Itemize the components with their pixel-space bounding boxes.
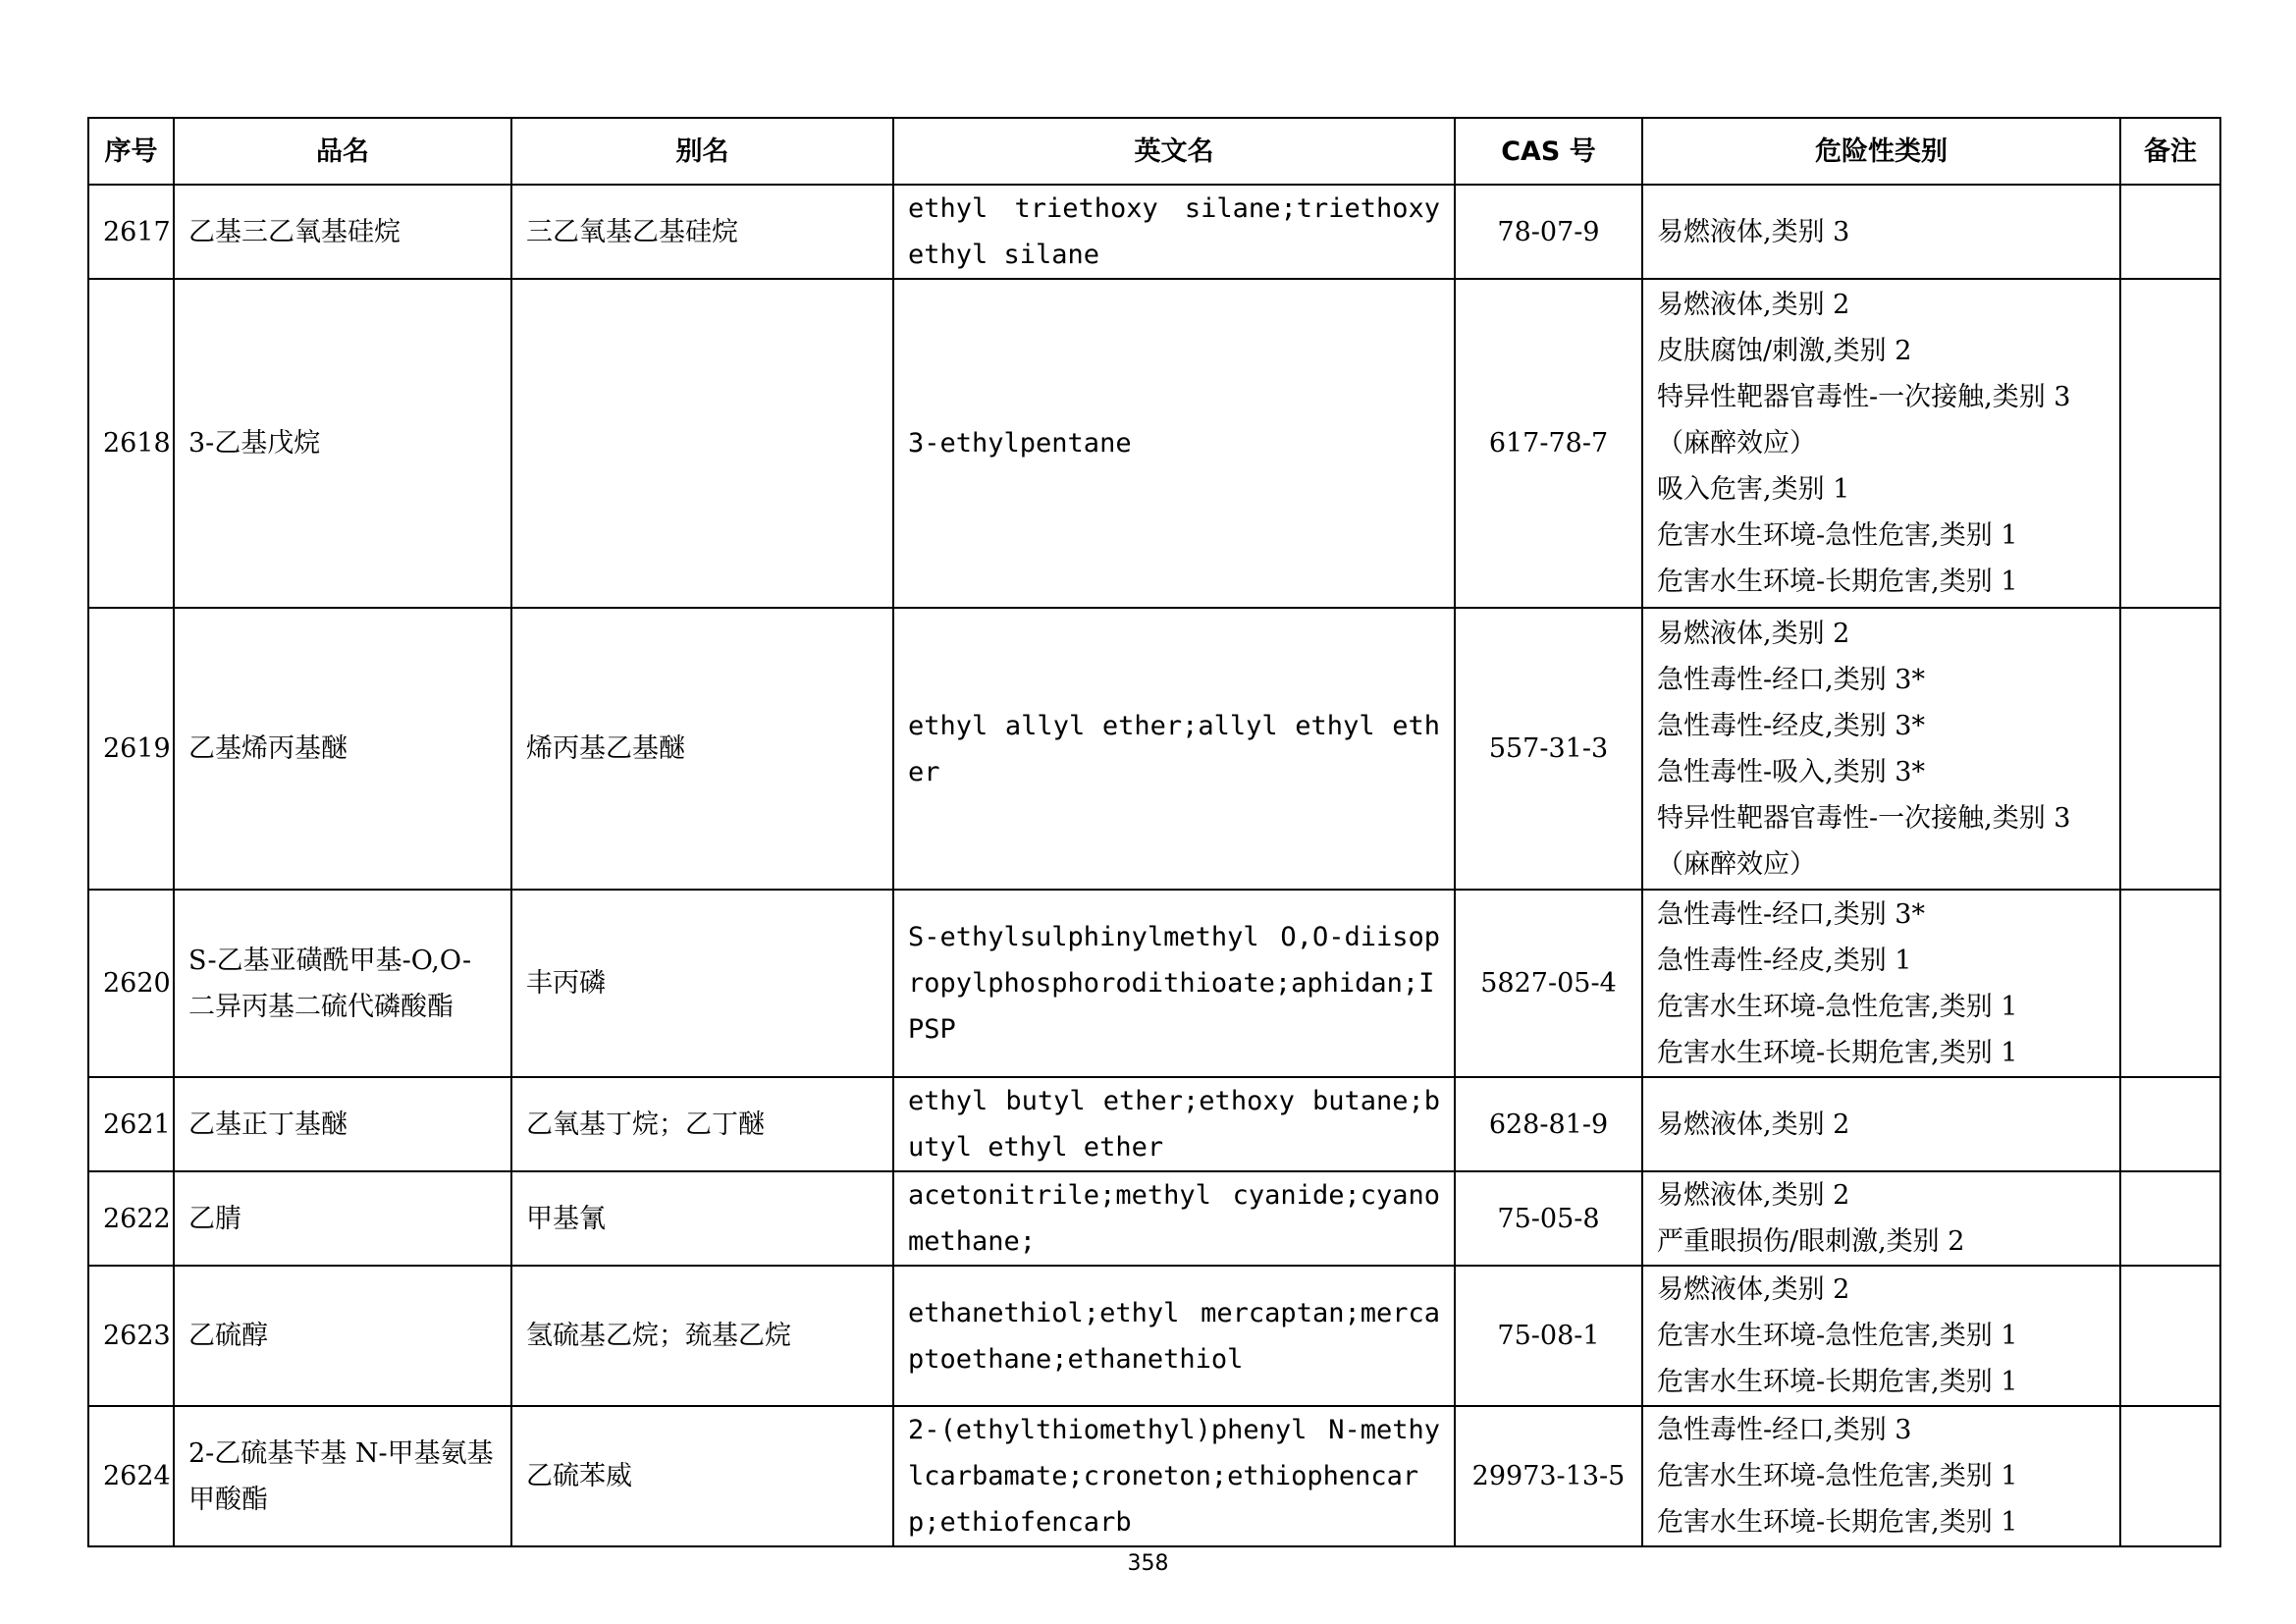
cell-english: 2-(ethylthiomethyl)phenyl N-methylcarbamate;croneton;ethiophencarp;ethiofencarb xyxy=(893,1406,1455,1546)
cell-no: 2619 xyxy=(88,608,174,890)
cell-cas: 5827-05-4 xyxy=(1455,890,1642,1077)
hazard-line: 危害水生环境-长期危害,类别 1 xyxy=(1657,1507,2018,1538)
cell-remark xyxy=(2120,608,2220,890)
cell-cas: 78-07-9 xyxy=(1455,185,1642,279)
cell-alias xyxy=(511,279,893,608)
hazardous-chemicals-table xyxy=(87,117,2221,1547)
table-row xyxy=(88,890,2220,1077)
hazard-line: 特异性靶器官毒性-一次接触,类别 3（麻醉效应） xyxy=(1657,382,2071,459)
header-alias: 别名 xyxy=(511,118,893,185)
hazard-line: 危害水生环境-长期危害,类别 1 xyxy=(1657,1037,2018,1068)
table-row xyxy=(88,185,2220,279)
cell-hazard xyxy=(1642,1266,2120,1406)
cell-no: 2622 xyxy=(88,1171,174,1266)
table-row xyxy=(88,608,2220,890)
cell-no: 2617 xyxy=(88,185,174,279)
hazard-line: 易燃液体,类别 2 xyxy=(1657,1109,1850,1140)
cell-cas: 75-08-1 xyxy=(1455,1266,1642,1406)
cell-english: S-ethylsulphinylmethyl O,O-diisopropylphosphorodithioate;aphidan;IPSP xyxy=(893,890,1455,1077)
hazard-line: 危害水生环境-急性危害,类别 1 xyxy=(1657,1321,2018,1351)
cell-english: ethanethiol;ethyl mercaptan;mercaptoethane;ethanethiol xyxy=(893,1266,1455,1406)
cell-alias: 三乙氧基乙基硅烷 xyxy=(511,185,893,279)
cell-remark xyxy=(2120,1266,2220,1406)
hazard-line: 急性毒性-经皮,类别 1 xyxy=(1657,945,1912,976)
cell-name: 乙基三乙氧基硅烷 xyxy=(174,185,511,279)
cell-no: 2620 xyxy=(88,890,174,1077)
table-row xyxy=(88,1171,2220,1266)
header-no: 序号 xyxy=(88,118,174,185)
cell-cas: 557-31-3 xyxy=(1455,608,1642,890)
cell-no: 2624 xyxy=(88,1406,174,1546)
header-cas: CAS 号 xyxy=(1455,118,1642,185)
cell-hazard xyxy=(1642,1171,2120,1266)
hazard-line: 皮肤腐蚀/刺激,类别 2 xyxy=(1657,336,1912,366)
cell-name: 乙基正丁基醚 xyxy=(174,1077,511,1171)
cell-no: 2623 xyxy=(88,1266,174,1406)
cell-english: ethyl triethoxy silane;triethoxy ethyl silane xyxy=(893,185,1455,279)
cell-remark xyxy=(2120,1406,2220,1546)
hazard-line: 危害水生环境-急性危害,类别 1 xyxy=(1657,520,2018,551)
cell-no: 2621 xyxy=(88,1077,174,1171)
table-row xyxy=(88,279,2220,608)
cell-remark xyxy=(2120,279,2220,608)
hazard-line: 易燃液体,类别 3 xyxy=(1657,216,1850,247)
hazard-line: 特异性靶器官毒性-一次接触,类别 3（麻醉效应） xyxy=(1657,802,2071,880)
cell-name: 乙硫醇 xyxy=(174,1266,511,1406)
cell-name: 乙基烯丙基醚 xyxy=(174,608,511,890)
table-body xyxy=(88,185,2220,1546)
header-remark: 备注 xyxy=(2120,118,2220,185)
cell-name: 2-乙硫基苄基 N-甲基氨基甲酸酯 xyxy=(174,1406,511,1546)
cell-alias: 丰丙磷 xyxy=(511,890,893,1077)
cell-hazard xyxy=(1642,1406,2120,1546)
hazard-line: 急性毒性-经口,类别 3* xyxy=(1657,664,1925,695)
header-name: 品名 xyxy=(174,118,511,185)
cell-alias: 烯丙基乙基醚 xyxy=(511,608,893,890)
hazard-line: 危害水生环境-长期危害,类别 1 xyxy=(1657,567,2018,597)
hazard-line: 易燃液体,类别 2 xyxy=(1657,1180,1850,1211)
cell-name: 乙腈 xyxy=(174,1171,511,1266)
cell-cas: 628-81-9 xyxy=(1455,1077,1642,1171)
hazard-line: 危害水生环境-急性危害,类别 1 xyxy=(1657,1461,2018,1491)
cell-remark xyxy=(2120,185,2220,279)
cell-no: 2618 xyxy=(88,279,174,608)
cell-name: S-乙基亚磺酰甲基-O,O-二异丙基二硫代磷酸酯 xyxy=(174,890,511,1077)
cell-alias: 乙硫苯威 xyxy=(511,1406,893,1546)
cell-hazard xyxy=(1642,890,2120,1077)
cell-hazard xyxy=(1642,279,2120,608)
hazard-line: 易燃液体,类别 2 xyxy=(1657,290,1850,320)
hazard-line: 急性毒性-经口,类别 3 xyxy=(1657,1415,1912,1445)
cell-hazard xyxy=(1642,1077,2120,1171)
cell-cas: 617-78-7 xyxy=(1455,279,1642,608)
header-english: 英文名 xyxy=(893,118,1455,185)
cell-remark xyxy=(2120,1171,2220,1266)
cell-english: ethyl butyl ether;ethoxy butane;butyl ethyl ether xyxy=(893,1077,1455,1171)
table-header-row xyxy=(88,118,2220,185)
hazard-line: 易燃液体,类别 2 xyxy=(1657,618,1850,649)
cell-cas: 29973-13-5 xyxy=(1455,1406,1642,1546)
table-row xyxy=(88,1266,2220,1406)
hazard-line: 易燃液体,类别 2 xyxy=(1657,1274,1850,1305)
table-row xyxy=(88,1077,2220,1171)
cell-remark xyxy=(2120,890,2220,1077)
header-hazard: 危险性类别 xyxy=(1642,118,2120,185)
cell-alias: 乙氧基丁烷；乙丁醚 xyxy=(511,1077,893,1171)
hazard-line: 急性毒性-经皮,类别 3* xyxy=(1657,710,1925,741)
cell-english: acetonitrile;methyl cyanide;cyanomethane; xyxy=(893,1171,1455,1266)
hazard-line: 危害水生环境-急性危害,类别 1 xyxy=(1657,991,2018,1022)
cell-remark xyxy=(2120,1077,2220,1171)
hazard-line: 急性毒性-经口,类别 3* xyxy=(1657,898,1925,930)
cell-cas: 75-05-8 xyxy=(1455,1171,1642,1266)
cell-hazard xyxy=(1642,608,2120,890)
hazard-line: 急性毒性-吸入,类别 3* xyxy=(1657,756,1925,787)
page-number: 358 xyxy=(1127,1551,1169,1576)
cell-hazard xyxy=(1642,185,2120,279)
hazard-line: 吸入危害,类别 1 xyxy=(1657,474,1850,505)
cell-english: ethyl allyl ether;allyl ethyl ether xyxy=(893,608,1455,890)
table-row xyxy=(88,1406,2220,1546)
hazard-line: 严重眼损伤/眼刺激,类别 2 xyxy=(1657,1226,1965,1257)
cell-name: 3-乙基戊烷 xyxy=(174,279,511,608)
cell-alias: 甲基氰 xyxy=(511,1171,893,1266)
cell-alias: 氢硫基乙烷；巯基乙烷 xyxy=(511,1266,893,1406)
cell-english: 3-ethylpentane xyxy=(893,279,1455,608)
hazard-line: 危害水生环境-长期危害,类别 1 xyxy=(1657,1367,2018,1397)
